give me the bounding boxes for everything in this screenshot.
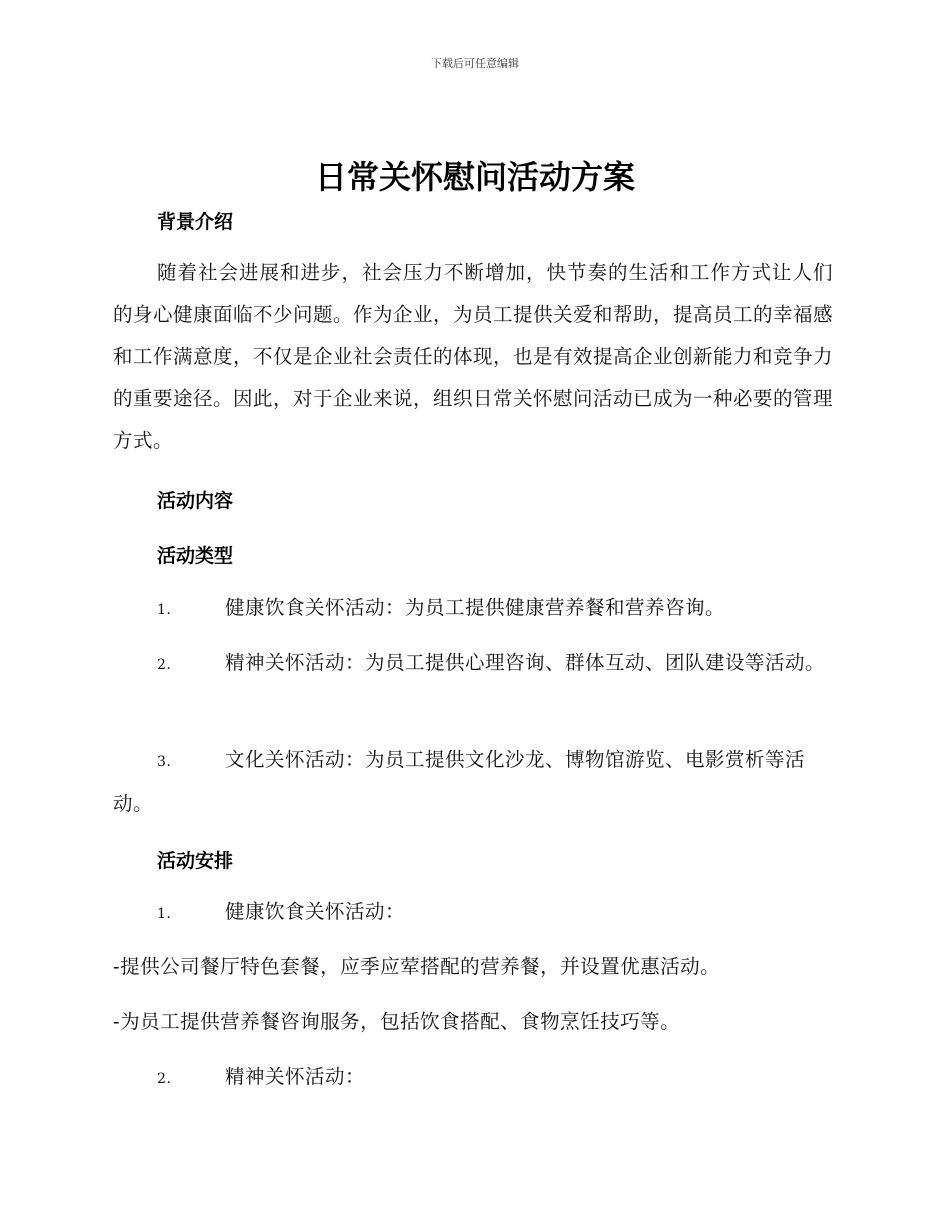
heading-background: 背景介绍 xyxy=(157,211,234,233)
list-item-number: 1. xyxy=(157,602,172,618)
arrangement-line: -提供公司餐厅特色套餐，应季应荤搭配的营养餐，并设置优惠活动。 xyxy=(113,955,721,978)
list-item-text: 文化关怀活动：为员工提供文化沙龙、博物馆游览、电影赏析等活动。 xyxy=(113,748,806,815)
heading-activity-arrangement: 活动安排 xyxy=(157,850,234,872)
list-item-text: 健康饮食关怀活动：为员工提供健康营养餐和营养咨询。 xyxy=(225,596,726,619)
list-item xyxy=(113,1056,833,1100)
list-item-number: 2. xyxy=(157,657,172,673)
page-header: 下载后可任意编辑 xyxy=(431,57,519,70)
arrangement-line: -为员工提供营养餐咨询服务，包括饮食搭配、食物烹饪技巧等。 xyxy=(113,1010,681,1033)
list-item-number: 2. xyxy=(157,1071,172,1087)
list-item-text: 精神关怀活动： xyxy=(225,1065,366,1088)
list-item-text: 健康饮食关怀活动： xyxy=(225,900,406,923)
background-paragraph: 随着社会进展和进步，社会压力不断增加，快节奏的生活和工作方式让人们的身心健康面临不少问题。作为企业，为员工提供关爱和帮助，提高员工的幸福感和工作满意度，不仅是企业社会责任的体现，也是有效提高企业创新能力和竞争力的重要途径。因此，对于企业来说，组织日常关怀慰问活动已成为一种必要的管理方式。 xyxy=(113,261,834,452)
list-item xyxy=(113,642,833,686)
list-item-text: 精神关怀活动：为员工提供心理咨询、群体互动、团队建设等活动。 xyxy=(225,651,826,674)
list-item xyxy=(113,587,833,631)
list-item xyxy=(113,739,833,825)
document-title: 日常关怀慰问活动方案 xyxy=(314,158,635,196)
heading-activity-content: 活动内容 xyxy=(157,490,234,512)
list-item-number: 1. xyxy=(157,906,172,922)
list-item xyxy=(113,891,833,935)
list-item-number: 3. xyxy=(157,754,172,770)
heading-activity-types: 活动类型 xyxy=(157,545,234,567)
